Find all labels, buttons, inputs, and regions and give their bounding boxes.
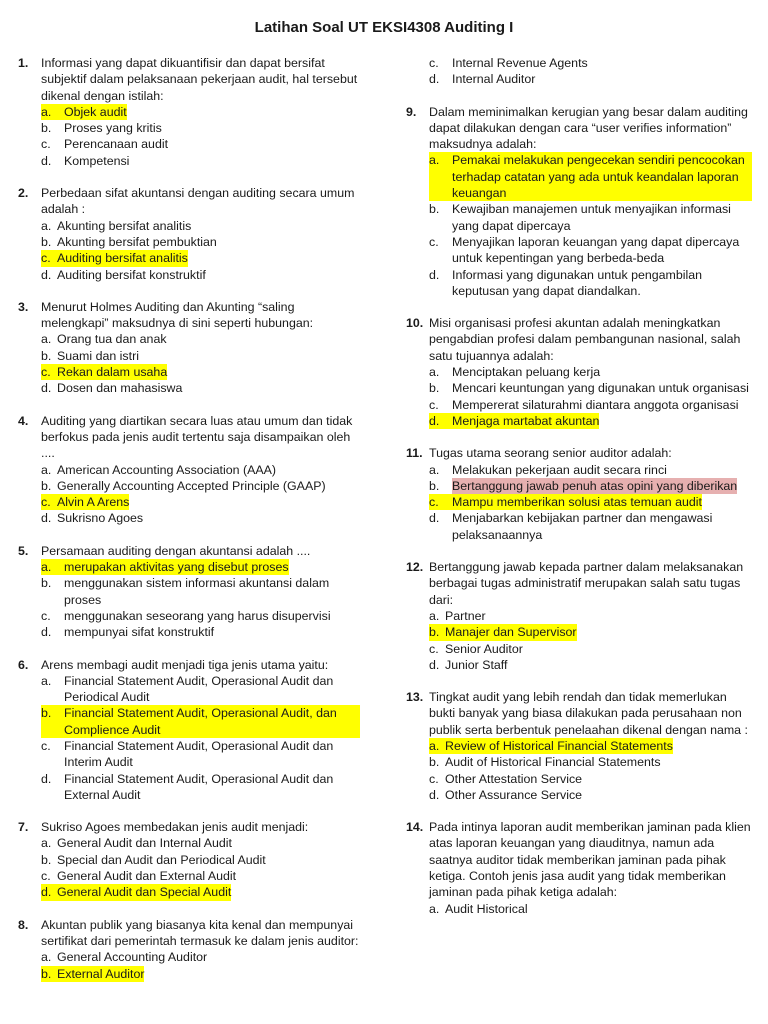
answer-option <box>12 673 360 706</box>
answer-option <box>12 462 360 478</box>
option-text: Kewajiban manajemen untuk menyajikan informasi yang dapat dipercaya <box>452 202 731 233</box>
option-label: a. <box>41 332 52 347</box>
question-number: 9. <box>406 104 417 119</box>
option-list <box>400 152 752 299</box>
option-label: a. <box>429 901 440 916</box>
answer-option <box>400 152 752 201</box>
question-number: 7. <box>18 820 29 835</box>
answer-option <box>400 55 752 71</box>
question-number: 4. <box>18 413 29 428</box>
answer-option <box>400 462 752 478</box>
option-text: Kompetensi <box>64 153 130 168</box>
answer-option <box>400 380 752 396</box>
option-label: b. <box>41 966 57 982</box>
answer-option <box>12 771 360 804</box>
option-text: Generally Accounting Accepted Principle (GAAP) <box>57 478 326 493</box>
answer-option <box>12 136 360 152</box>
option-text: Pemakai melakukan pengecekan sendiri pencocokan terhadap catatan yang ada untuk keandalan laporan keuangan <box>452 152 752 201</box>
question-block <box>400 445 752 543</box>
answer-option <box>12 250 360 266</box>
answer-option <box>12 624 360 640</box>
option-label: d. <box>41 625 52 640</box>
answer-option <box>400 397 752 413</box>
question-text: Informasi yang dapat dikuantifisir dan dapat bersifat subjektif dalam pelaksanaan pekerjaan audit, hal tersebut dikenal dengan istilah: <box>41 56 358 103</box>
option-text: Perencanaan audit <box>64 137 169 152</box>
option-text: Senior Auditor <box>445 641 523 656</box>
answer-option <box>12 835 360 851</box>
option-text: Partner <box>445 608 486 623</box>
question-number: 8. <box>18 917 29 932</box>
answer-option <box>400 771 752 787</box>
question-text: Dalam meminimalkan kerugian yang besar dalam auditing dapat dilakukan dengan cara “user verifies information” maksudnya adalah: <box>429 104 748 152</box>
option-label: d. <box>429 787 440 802</box>
answer-option <box>12 267 360 283</box>
question-number: 5. <box>18 543 29 558</box>
option-text: American Accounting Association (AAA) <box>57 462 277 477</box>
option-label: d. <box>41 381 52 396</box>
question-block <box>12 413 360 527</box>
answer-option <box>400 201 752 234</box>
answer-option <box>400 901 752 917</box>
option-label: d. <box>429 511 440 526</box>
answer-option <box>400 71 752 87</box>
answer-option <box>12 153 360 169</box>
option-label: a. <box>41 218 52 233</box>
option-text: Internal Revenue Agents <box>452 56 588 70</box>
option-label: d. <box>41 267 52 282</box>
option-text: Internal Auditor <box>452 72 536 87</box>
question-block <box>400 104 752 300</box>
option-text: Other Assurance Service <box>445 787 583 802</box>
answer-option <box>12 478 360 494</box>
option-label: c. <box>429 494 452 510</box>
option-text: Review of Historical Financial Statements <box>445 738 673 753</box>
option-text: External Auditor <box>57 966 145 981</box>
option-list <box>400 738 752 803</box>
question-text: Akuntan publik yang biasanya kita kenal dan mempunyai sertifikat dari pemerintah termasuk ke dalam jenis auditor: <box>41 917 359 948</box>
answer-option <box>12 104 360 120</box>
answer-option <box>400 234 752 267</box>
option-label: d. <box>429 267 440 282</box>
option-label: c. <box>429 641 439 656</box>
question-text: Perbedaan sifat akuntansi dengan auditing secara umum adalah : <box>41 186 355 217</box>
option-label: b. <box>41 852 52 867</box>
option-text: Sukrisno Agoes <box>57 511 144 526</box>
option-text: Auditing bersifat konstruktif <box>57 267 206 282</box>
option-text: Alvin A Arens <box>57 495 130 510</box>
question-block <box>12 657 360 804</box>
question-block <box>12 543 360 641</box>
question-number: 14. <box>406 820 424 835</box>
option-text: merupakan aktivitas yang disebut proses <box>64 560 289 575</box>
option-text: General Audit dan Internal Audit <box>57 836 232 851</box>
option-text: Financial Statement Audit, Operasional Audit dan Periodical Audit <box>64 673 334 705</box>
answer-option <box>12 234 360 250</box>
question-number: 2. <box>18 186 29 201</box>
answer-option <box>400 267 752 300</box>
question-block <box>12 55 360 169</box>
answer-option <box>12 218 360 234</box>
answer-option <box>12 348 360 364</box>
question-number: 6. <box>18 657 29 672</box>
option-list <box>12 835 360 900</box>
option-text: Menjaga martabat akuntan <box>452 413 600 428</box>
question-block <box>12 299 360 397</box>
answer-option <box>400 787 752 803</box>
option-list <box>400 462 752 543</box>
question-block <box>400 819 752 917</box>
option-text: General Audit dan External Audit <box>57 869 237 884</box>
question-text: Menurut Holmes Auditing dan Akunting “saling melengkapi” maksudnya di sini seperti hubungan: <box>41 299 314 331</box>
option-text: Suami dan istri <box>57 348 139 363</box>
option-text: Financial Statement Audit, Operasional Audit, dan Complience Audit <box>64 705 360 738</box>
option-label: c. <box>429 234 439 249</box>
answer-option <box>12 380 360 396</box>
option-text: menggunakan sistem informasi akuntansi dalam proses <box>64 576 330 607</box>
question-text: Sukriso Agoes membedakan jenis audit menjadi: <box>41 820 309 835</box>
answer-option <box>400 754 752 770</box>
answer-option <box>12 331 360 347</box>
option-list <box>12 673 360 803</box>
answer-option <box>400 624 752 640</box>
answer-option <box>400 608 752 624</box>
option-label: a. <box>429 365 440 380</box>
answer-option <box>400 657 752 673</box>
answer-option <box>400 364 752 380</box>
option-label: c. <box>41 494 57 510</box>
question-number: 11. <box>406 446 423 461</box>
answer-option <box>12 705 360 738</box>
option-label: d. <box>41 511 52 526</box>
answer-option <box>12 949 360 965</box>
option-list <box>12 331 360 396</box>
option-list <box>12 462 360 527</box>
option-list <box>12 559 360 640</box>
option-label: b. <box>41 121 52 136</box>
option-text: Financial Statement Audit, Operasional Audit dan External Audit <box>64 771 334 802</box>
option-label: c. <box>41 250 57 266</box>
question-text: Auditing yang diartikan secara luas atau umum dan tidak berfokus pada jenis audit tertentu saja disampaikan oleh .... <box>41 413 353 461</box>
option-label: d. <box>429 413 452 429</box>
option-label: b. <box>41 234 52 249</box>
option-label: c. <box>41 608 51 623</box>
option-label: b. <box>429 381 440 396</box>
option-label: d. <box>41 771 52 786</box>
option-text: Informasi yang digunakan untuk pengambilan keputusan yang dapat diandalkan. <box>452 267 703 298</box>
question-text: Misi organisasi profesi akuntan adalah meningkatkan pengabdian profesi dalam pembangunan nasional, salah satu tujuannya adalah: <box>429 316 741 363</box>
option-text: Menjabarkan kebijakan partner dan mengawasi pelaksanaannya <box>452 511 713 542</box>
option-text: Orang tua dan anak <box>57 332 167 347</box>
option-text: General Audit dan Special Audit <box>57 885 232 900</box>
option-label: b. <box>41 576 52 591</box>
option-label: d. <box>41 153 52 168</box>
answer-option <box>400 494 752 510</box>
option-label: d. <box>41 884 57 900</box>
option-text: Mencari keuntungan yang digunakan untuk organisasi <box>452 381 749 396</box>
question-number: 12. <box>406 560 424 575</box>
answer-option <box>12 510 360 526</box>
option-list <box>400 364 752 429</box>
answer-option <box>12 852 360 868</box>
option-text: Auditing bersifat analitis <box>57 251 188 266</box>
option-label: a. <box>429 152 452 201</box>
answer-option <box>12 868 360 884</box>
option-label: c. <box>41 137 51 152</box>
option-label: b. <box>429 202 440 217</box>
right-column <box>400 55 752 933</box>
answer-option <box>12 884 360 900</box>
question-number: 1. <box>18 56 29 70</box>
answer-option <box>12 608 360 624</box>
option-list <box>12 104 360 169</box>
option-label: a. <box>429 462 440 477</box>
option-label: b. <box>429 755 440 770</box>
option-text: General Accounting Auditor <box>57 950 208 965</box>
option-label: d. <box>429 72 440 87</box>
option-label: c. <box>41 738 51 753</box>
question-number: 10. <box>406 316 424 331</box>
option-text: Menyajikan laporan keuangan yang dapat dipercaya untuk kepentingan yang berbeda-beda <box>452 234 740 266</box>
option-text: Akunting bersifat analitis <box>57 218 192 233</box>
answer-option <box>400 478 752 494</box>
question-text: Bertanggung jawab kepada partner dalam melaksanakan berbagai tugas administratif merupakan salah satu tugas dari: <box>429 560 744 607</box>
question-text: Persamaan auditing dengan akuntansi adalah .... <box>41 543 311 558</box>
question-block <box>12 917 360 982</box>
option-text: menggunakan seseorang yang harus disupervisi <box>64 608 331 623</box>
answer-option <box>12 364 360 380</box>
question-text: Pada intinya laporan audit memberikan jaminan pada klien atas laporan keuangan yang diauditnya, namun ada saatnya auditor tidak memberikan jaminan pada pihak ketiga. Contoh jenis jasa audit yang tidak memberikan jaminan pada pihak ketiga adalah: <box>429 820 751 900</box>
answer-option <box>12 966 360 982</box>
option-text: Bertanggung jawab penuh atas opini yang diberikan <box>452 478 738 493</box>
option-label: a. <box>429 738 445 754</box>
question-block <box>12 819 360 900</box>
option-text: Audit Historical <box>445 901 528 916</box>
question-text: Arens membagi audit menjadi tiga jenis utama yaitu: <box>41 657 329 672</box>
option-text: Mampu memberikan solusi atas temuan audit <box>452 495 702 510</box>
option-label: b. <box>41 478 52 493</box>
option-text: Melakukan pekerjaan audit secara rinci <box>452 462 667 477</box>
option-label: a. <box>41 950 52 965</box>
option-text: Mempererat silaturahmi diantara anggota organisasi <box>452 397 739 412</box>
option-label: c. <box>41 869 51 884</box>
continued-options <box>400 55 752 88</box>
left-column <box>12 55 360 998</box>
option-text: Dosen dan mahasiswa <box>57 381 183 396</box>
option-label: c. <box>429 771 439 786</box>
option-label: a. <box>41 104 64 120</box>
option-text: Other Attestation Service <box>445 771 583 786</box>
question-block <box>12 185 360 283</box>
answer-option <box>12 559 360 575</box>
answer-option <box>400 641 752 657</box>
question-block <box>400 689 752 803</box>
option-label: b. <box>41 705 64 738</box>
option-label: c. <box>41 364 57 380</box>
question-text: Tugas utama seorang senior auditor adalah: <box>429 446 672 461</box>
option-label: a. <box>41 559 64 575</box>
page-title: Latihan Soal UT EKSI4308 Auditing I <box>254 19 514 36</box>
option-text: Audit of Historical Financial Statements <box>445 755 661 770</box>
option-label: a. <box>41 836 52 851</box>
option-list <box>400 901 752 917</box>
option-label: a. <box>41 462 52 477</box>
option-label: b. <box>429 624 445 640</box>
question-text: Tingkat audit yang lebih rendah dan tidak memerlukan bukti banyak yang biasa dilakukan pada perusahaan non publik serta berbentuk penelaahan dikenal dengan nama : <box>429 690 748 737</box>
question-block <box>400 559 752 673</box>
option-text: Proses yang kritis <box>64 121 162 136</box>
answer-option <box>12 494 360 510</box>
option-label: b. <box>429 478 440 493</box>
option-label: c. <box>429 397 439 412</box>
option-list <box>400 608 752 673</box>
option-text: Objek audit <box>64 104 127 119</box>
question-block <box>400 315 752 429</box>
option-text: mempunyai sifat konstruktif <box>64 625 215 640</box>
question-number: 13. <box>406 690 424 705</box>
option-label: b. <box>41 348 52 363</box>
option-text: Manajer dan Supervisor <box>445 625 577 640</box>
option-text: Special dan Audit dan Periodical Audit <box>57 852 266 867</box>
option-label: a. <box>429 608 440 623</box>
option-text: Akunting bersifat pembuktian <box>57 234 217 249</box>
option-label: c. <box>429 56 439 70</box>
answer-option <box>400 510 752 543</box>
answer-option <box>12 575 360 608</box>
option-text: Rekan dalam usaha <box>57 365 168 380</box>
answer-option <box>12 120 360 136</box>
answer-option <box>12 738 360 771</box>
answer-option <box>400 738 752 754</box>
option-label: a. <box>41 673 52 688</box>
option-text: Menciptakan peluang kerja <box>452 365 601 380</box>
option-list <box>12 218 360 283</box>
answer-option <box>400 413 752 429</box>
option-label: d. <box>429 657 440 672</box>
option-list <box>12 949 360 982</box>
question-number: 3. <box>18 299 29 314</box>
option-text: Financial Statement Audit, Operasional Audit dan Interim Audit <box>64 738 334 770</box>
option-text: Junior Staff <box>445 657 508 672</box>
